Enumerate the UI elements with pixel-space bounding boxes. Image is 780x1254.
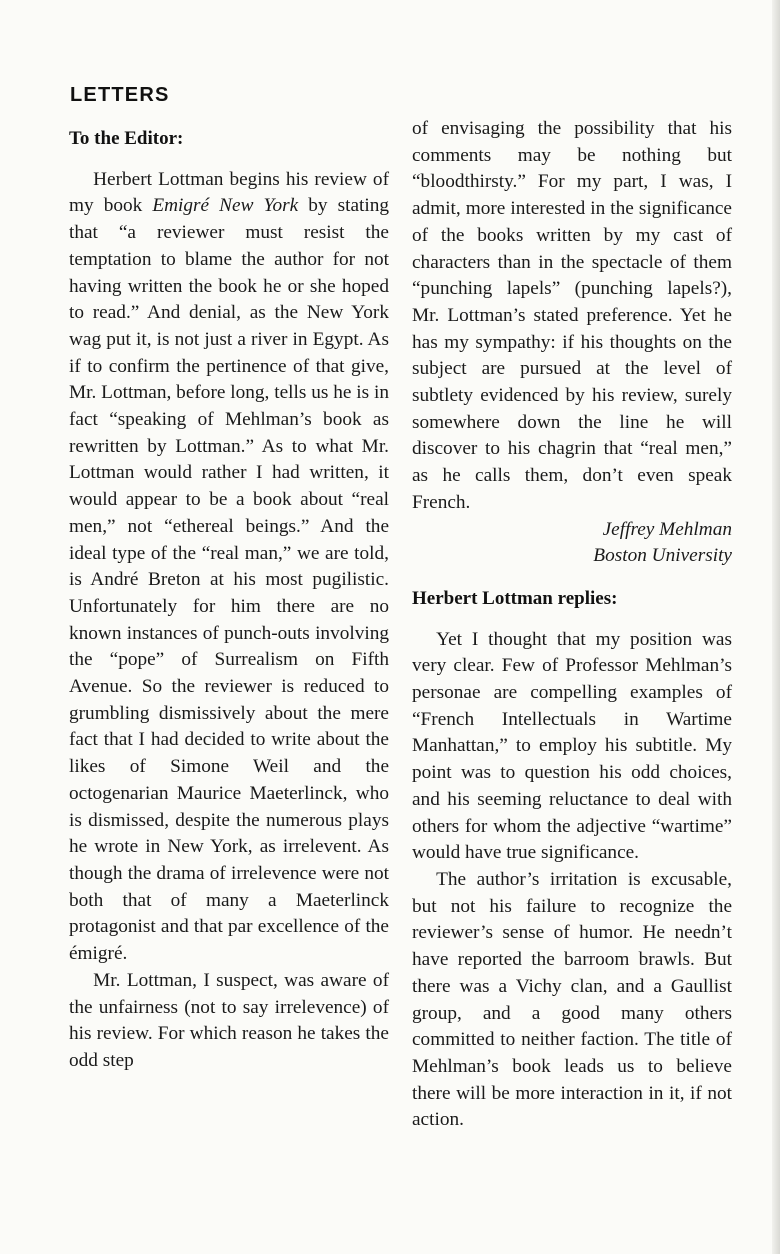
letter-salutation: To the Editor: <box>69 128 184 149</box>
reply-heading: Herbert Lottman replies: <box>412 587 618 609</box>
letter-paragraph-1-text-b: by stating that “a reviewer must resist the temptation to blame the author for not having written the book he or she hoped to read.” And denial, as the New York wag put it, is not just a river in Egypt. As if to confirm the pertinence of that give, Mr. Lottman, before long, tells us he is in fact “speaking of Mehlman’s book as rewritten by Lottman.” As to what Mr. Lottman would rather I had written, it would appear to be a book about “real men,” not “ethereal beings.” And the ideal type of the “real man,” we are told, is André Breton at his most pugilistic. Unfortunately for him there are no known instances of punch-outs involving the “pope” of Surrealism on Fifth Avenue. So the reviewer is reduced to grumbling dismissively about the mere fact that I had decided to write about the likes of Simone Weil and the octogenarian Maurice Maeterlinck, who is dismissed, despite the numerous plays he wrote in New York, as irrelevent. As though the drama of irrelevence were not both that of many a Maeterlinck protagonist and that par excellence of the émigré. <box>69 195 389 965</box>
book-title: Emigré New York <box>152 195 299 217</box>
letter-paragraph-1-text-a: Herbert Lottman begins his review of my book <box>69 168 389 217</box>
section-title: LETTERS <box>70 84 170 106</box>
letter-paragraph-2: Mr. Lottman, I suspect, was aware of the unfairness (not to say irrelevence) of his review. For which reason he takes the odd step <box>69 969 389 1071</box>
page-edge-shadow <box>772 0 780 1254</box>
reply-paragraph-2: The author’s irritation is excusable, but not his failure to recognize the reviewer’s sense of humor. He needn’t have reported the barroom brawls. But there was a Vichy clan, and a Gaullist group, and a good many others committed to neither faction. The title of Mehlman’s book leads us to believe there will be more interaction in it, if not action. <box>412 868 732 1131</box>
signature-affiliation: Boston University <box>593 545 732 567</box>
letter-paragraph-2-continued: of envisaging the possibility that his comments may be nothing but “bloodthirsty.” For my part, I was, I admit, more interested in the significance of the books written by my cast of characters than in the spectacle of them “punching lapels” (punching lapels?), Mr. Lottman’s stated preference. Yet he has my sympathy: if his thoughts on the subject are pursued at the level of subtlety evidenced by his review, surely somewhere down the line he will discover to his chagrin that “real men,” as he calls them, don’t even speak French. <box>412 118 732 513</box>
signature-name: Jeffrey Mehlman <box>602 518 732 540</box>
left-column <box>69 116 389 1075</box>
right-column <box>412 116 732 1134</box>
reply-paragraph-1: Yet I thought that my position was very clear. Few of Professor Mehlman’s personae are compelling examples of “French Intellectuals in Wartime Manhattan,” to employ his subtitle. My point was to question his odd choices, and his seeming reluctance to deal with others for whom the adjective “wartime” would have true significance. <box>412 628 732 864</box>
letter-paragraph-1 <box>69 167 389 968</box>
